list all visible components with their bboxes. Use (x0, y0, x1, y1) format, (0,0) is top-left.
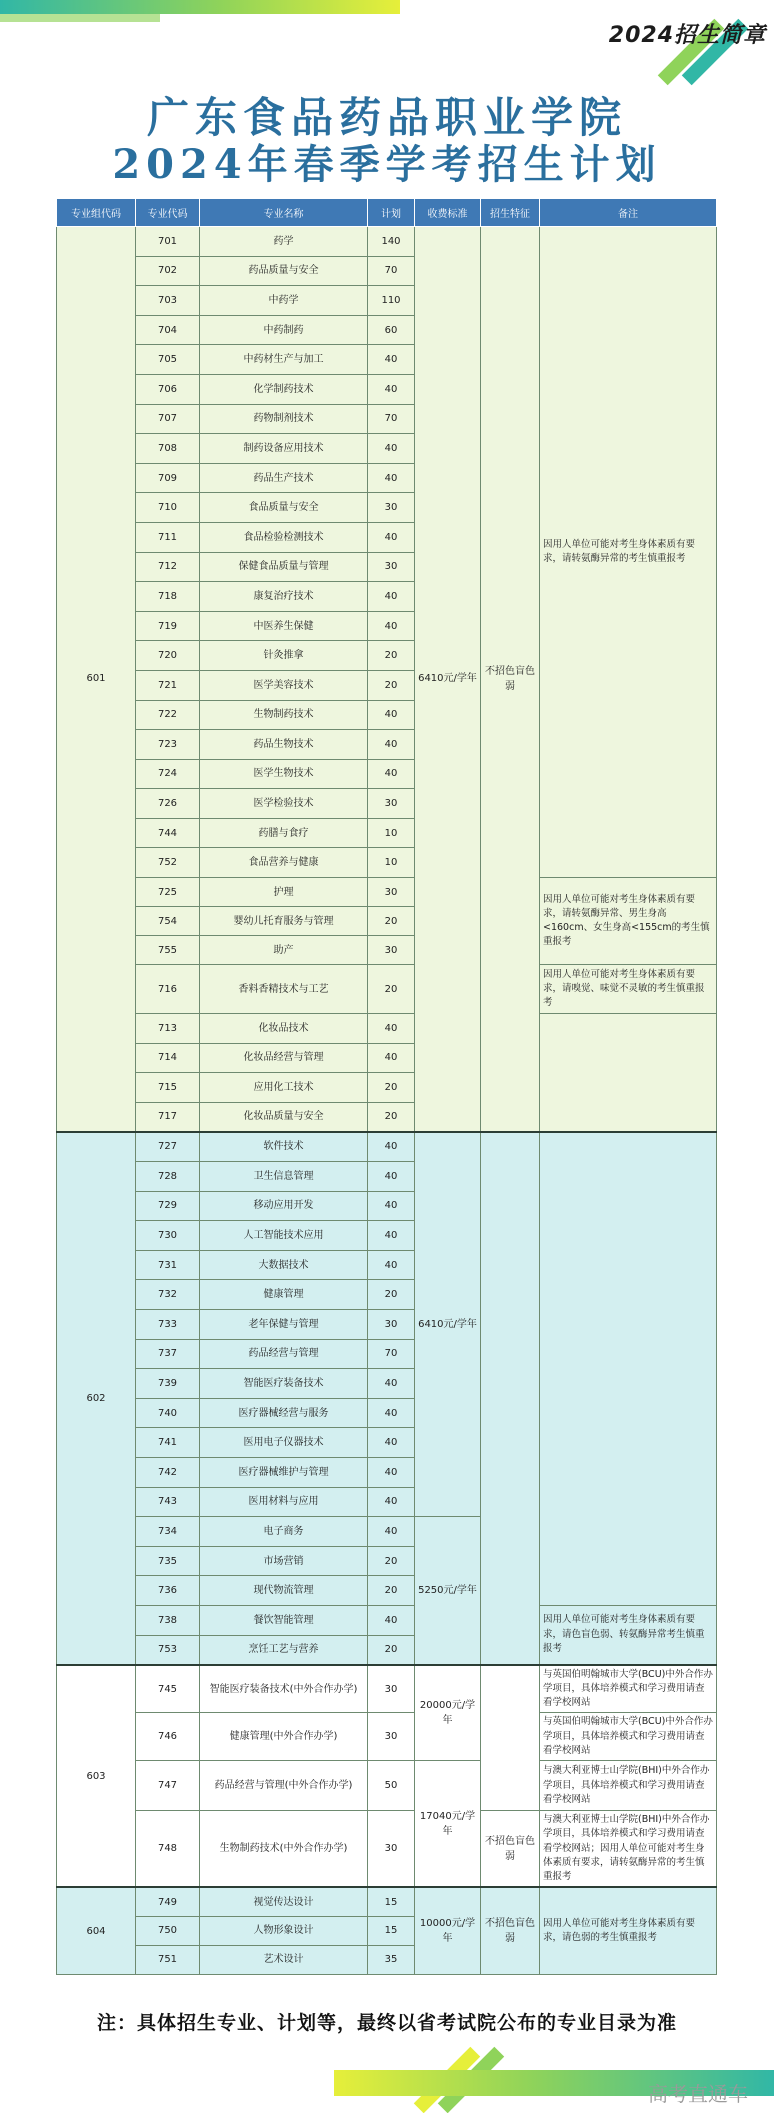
plan-count-cell: 40 (368, 730, 415, 760)
major-code-cell: 710 (136, 493, 200, 523)
watermark: 高考直通车 (648, 2082, 748, 2106)
footnote: 注：具体招生专业、计划等，最终以省考试院公布的专业目录为准 (96, 2012, 677, 2034)
major-code-cell: 734 (136, 1517, 200, 1547)
feature-cell: 不招色盲色弱 (481, 1887, 540, 1974)
plan-count-cell: 30 (368, 1665, 415, 1713)
major-code-cell: 729 (136, 1191, 200, 1221)
fee-cell: 17040元/学年 (415, 1761, 481, 1888)
major-name-cell: 现代物流管理 (200, 1576, 368, 1606)
major-name-cell: 食品营养与健康 (200, 848, 368, 878)
plan-count-cell: 40 (368, 345, 415, 375)
major-code-cell: 739 (136, 1369, 200, 1399)
plan-count-cell: 20 (368, 965, 415, 1014)
major-code-cell: 731 (136, 1250, 200, 1280)
major-name-cell: 医疗器械维护与管理 (200, 1457, 368, 1487)
major-name-cell: 艺术设计 (200, 1945, 368, 1974)
major-name-cell: 药品生物技术 (200, 730, 368, 760)
plan-count-cell: 30 (368, 1310, 415, 1340)
remarks-cell: 因用人单位可能对考生身体素质有要求，请转氨酶异常、男生身高<160cm、女生身高<155cm的考生慎重报考 (540, 878, 717, 965)
major-code-cell: 717 (136, 1102, 200, 1132)
plan-count-cell: 40 (368, 1043, 415, 1073)
plan-count-cell: 40 (368, 374, 415, 404)
major-code-cell: 736 (136, 1576, 200, 1606)
plan-count-cell: 20 (368, 1102, 415, 1132)
fee-cell: 5250元/学年 (415, 1517, 481, 1665)
remarks-cell: 因用人单位可能对考生身体素质有要求，请色弱的考生慎重报考 (540, 1887, 717, 1974)
fee-cell: 10000元/学年 (415, 1887, 481, 1974)
table-row (57, 1605, 717, 1635)
major-code-cell: 709 (136, 463, 200, 493)
major-name-cell: 中药材生产与加工 (200, 345, 368, 375)
major-name-cell: 药品质量与安全 (200, 256, 368, 286)
remarks-cell: 与英国伯明翰城市大学(BCU)中外合作办学项目，具体培养模式和学习费用请查看学校网站 (540, 1713, 717, 1761)
major-code-cell: 704 (136, 315, 200, 345)
major-code-cell: 702 (136, 256, 200, 286)
major-code-cell: 725 (136, 878, 200, 907)
major-name-cell: 药品经营与管理(中外合作办学) (200, 1761, 368, 1811)
major-code-cell: 749 (136, 1887, 200, 1916)
major-code-cell: 751 (136, 1945, 200, 1974)
major-name-cell: 中药学 (200, 286, 368, 316)
plan-count-cell: 10 (368, 848, 415, 878)
major-name-cell: 药物制剂技术 (200, 404, 368, 434)
major-name-cell: 制药设备应用技术 (200, 434, 368, 464)
plan-count-cell: 50 (368, 1761, 415, 1811)
major-code-cell: 750 (136, 1916, 200, 1945)
major-code-cell: 706 (136, 374, 200, 404)
plan-count-cell: 15 (368, 1887, 415, 1916)
plan-count-cell: 30 (368, 878, 415, 907)
brochure-badge: 2024招生简章 (608, 23, 766, 48)
col-header-major-code: 专业代码 (136, 199, 200, 227)
plan-count-cell: 15 (368, 1916, 415, 1945)
major-name-cell: 软件技术 (200, 1132, 368, 1162)
major-code-cell: 712 (136, 552, 200, 582)
fee-cell: 20000元/学年 (415, 1665, 481, 1761)
major-code-cell: 732 (136, 1280, 200, 1310)
feature-cell: 不招色盲色弱 (481, 227, 540, 1132)
major-name-cell: 医用电子仪器技术 (200, 1428, 368, 1458)
major-code-cell: 738 (136, 1605, 200, 1635)
plan-count-cell: 70 (368, 256, 415, 286)
major-name-cell: 智能医疗装备技术 (200, 1369, 368, 1399)
plan-count-cell: 40 (368, 1398, 415, 1428)
remarks-cell: 因用人单位可能对考生身体素质有要求，请色盲色弱、转氨酶异常考生慎重报考 (540, 1605, 717, 1664)
major-name-cell: 市场营销 (200, 1546, 368, 1576)
plan-count-cell: 40 (368, 1221, 415, 1251)
major-name-cell: 智能医疗装备技术(中外合作办学) (200, 1665, 368, 1713)
plan-count-cell: 40 (368, 759, 415, 789)
plan-count-cell: 70 (368, 404, 415, 434)
plan-count-cell: 30 (368, 789, 415, 819)
remarks-cell: 与英国伯明翰城市大学(BCU)中外合作办学项目，具体培养模式和学习费用请查看学校网站 (540, 1665, 717, 1713)
major-code-cell: 722 (136, 700, 200, 730)
plan-count-cell: 20 (368, 907, 415, 936)
major-code-cell: 708 (136, 434, 200, 464)
plan-count-cell: 40 (368, 1517, 415, 1547)
plan-count-cell: 40 (368, 1014, 415, 1044)
major-code-cell: 741 (136, 1428, 200, 1458)
col-header-fee: 收费标准 (415, 199, 481, 227)
plan-count-cell: 40 (368, 1132, 415, 1162)
table-row (57, 1665, 717, 1713)
major-name-cell: 医用材料与应用 (200, 1487, 368, 1517)
plan-count-cell: 30 (368, 1713, 415, 1761)
major-name-cell: 人工智能技术应用 (200, 1221, 368, 1251)
table-row (57, 227, 717, 257)
plan-count-cell: 30 (368, 552, 415, 582)
major-code-cell: 724 (136, 759, 200, 789)
major-code-cell: 728 (136, 1162, 200, 1192)
major-code-cell: 701 (136, 227, 200, 257)
plan-count-cell: 40 (368, 1250, 415, 1280)
major-code-cell: 742 (136, 1457, 200, 1487)
major-name-cell: 中药制药 (200, 315, 368, 345)
table-body (57, 227, 717, 1975)
major-code-cell: 752 (136, 848, 200, 878)
remarks-cell: 因用人单位可能对考生身体素质有要求，请转氨酶异常的考生慎重报考 (540, 227, 717, 878)
major-code-cell: 746 (136, 1713, 200, 1761)
group-code-cell: 604 (57, 1887, 136, 1974)
major-code-cell: 711 (136, 522, 200, 552)
plan-count-cell: 140 (368, 227, 415, 257)
plan-count-cell: 30 (368, 493, 415, 523)
feature-cell (481, 1132, 540, 1665)
major-code-cell: 726 (136, 789, 200, 819)
major-name-cell: 应用化工技术 (200, 1073, 368, 1103)
major-name-cell: 生物制药技术(中外合作办学) (200, 1811, 368, 1888)
major-code-cell: 754 (136, 907, 200, 936)
plan-count-cell: 30 (368, 1811, 415, 1888)
major-code-cell: 747 (136, 1761, 200, 1811)
major-name-cell: 食品检验检测技术 (200, 522, 368, 552)
major-code-cell: 716 (136, 965, 200, 1014)
major-code-cell: 737 (136, 1339, 200, 1369)
fee-cell: 6410元/学年 (415, 227, 481, 1132)
major-code-cell: 735 (136, 1546, 200, 1576)
group-code-cell: 603 (57, 1665, 136, 1888)
top-accent-bar (0, 0, 400, 14)
major-code-cell: 714 (136, 1043, 200, 1073)
major-code-cell: 705 (136, 345, 200, 375)
major-name-cell: 康复治疗技术 (200, 582, 368, 612)
table-row (57, 878, 717, 907)
plan-count-cell: 40 (368, 463, 415, 493)
col-header-group-code: 专业组代码 (57, 199, 136, 227)
table-row (57, 1132, 717, 1162)
major-name-cell: 餐饮智能管理 (200, 1605, 368, 1635)
plan-count-cell: 20 (368, 1576, 415, 1606)
major-code-cell: 755 (136, 936, 200, 965)
table-row (57, 965, 717, 1014)
plan-count-cell: 20 (368, 1635, 415, 1665)
col-header-feature: 招生特征 (481, 199, 540, 227)
remarks-cell (540, 1132, 717, 1606)
plan-count-cell: 20 (368, 1073, 415, 1103)
plan-count-cell: 60 (368, 315, 415, 345)
plan-count-cell: 40 (368, 522, 415, 552)
major-name-cell: 人物形象设计 (200, 1916, 368, 1945)
major-name-cell: 医学美容技术 (200, 670, 368, 700)
feature-cell (481, 1665, 540, 1811)
major-code-cell: 723 (136, 730, 200, 760)
major-name-cell: 香料香精技术与工艺 (200, 965, 368, 1014)
major-name-cell: 化妆品质量与安全 (200, 1102, 368, 1132)
fee-cell: 6410元/学年 (415, 1132, 481, 1517)
col-header-remarks: 备注 (540, 199, 717, 227)
group-code-cell: 601 (57, 227, 136, 1132)
major-name-cell: 药学 (200, 227, 368, 257)
remarks-cell: 与澳大利亚博士山学院(BHI)中外合作办学项目，具体培养模式和学习费用请查看学校网站；因用人单位可能对考生身体素质有要求，请转氨酶异常的考生慎重报考 (540, 1811, 717, 1888)
major-name-cell: 中医养生保健 (200, 611, 368, 641)
major-name-cell: 婴幼儿托育服务与管理 (200, 907, 368, 936)
plan-count-cell: 40 (368, 611, 415, 641)
major-name-cell: 护理 (200, 878, 368, 907)
plan-count-cell: 40 (368, 700, 415, 730)
plan-count-cell: 40 (368, 1457, 415, 1487)
major-code-cell: 748 (136, 1811, 200, 1888)
table-row (57, 1811, 717, 1888)
major-name-cell: 化妆品技术 (200, 1014, 368, 1044)
top-accent-bar-secondary (0, 14, 160, 22)
feature-cell: 不招色盲色弱 (481, 1811, 540, 1888)
major-name-cell: 视觉传达设计 (200, 1887, 368, 1916)
major-name-cell: 针灸推拿 (200, 641, 368, 671)
major-name-cell: 移动应用开发 (200, 1191, 368, 1221)
major-name-cell: 生物制药技术 (200, 700, 368, 730)
major-name-cell: 电子商务 (200, 1517, 368, 1547)
major-name-cell: 医学检验技术 (200, 789, 368, 819)
major-name-cell: 烹饪工艺与营养 (200, 1635, 368, 1665)
table-row (57, 1713, 717, 1761)
group-code-cell: 602 (57, 1132, 136, 1665)
major-name-cell: 化妆品经营与管理 (200, 1043, 368, 1073)
table-row (57, 1887, 717, 1916)
plan-count-cell: 70 (368, 1339, 415, 1369)
major-code-cell: 721 (136, 670, 200, 700)
remarks-cell (540, 1014, 717, 1132)
major-name-cell: 化学制药技术 (200, 374, 368, 404)
major-code-cell: 713 (136, 1014, 200, 1044)
major-code-cell: 744 (136, 818, 200, 848)
major-name-cell: 食品质量与安全 (200, 493, 368, 523)
major-code-cell: 730 (136, 1221, 200, 1251)
major-code-cell: 715 (136, 1073, 200, 1103)
major-name-cell: 助产 (200, 936, 368, 965)
major-code-cell: 743 (136, 1487, 200, 1517)
major-name-cell: 保健食品质量与管理 (200, 552, 368, 582)
major-code-cell: 719 (136, 611, 200, 641)
plan-count-cell: 40 (368, 582, 415, 612)
major-name-cell: 老年保健与管理 (200, 1310, 368, 1340)
plan-count-cell: 40 (368, 1162, 415, 1192)
plan-count-cell: 20 (368, 641, 415, 671)
major-name-cell: 医学生物技术 (200, 759, 368, 789)
plan-count-cell: 40 (368, 434, 415, 464)
table-header-row (57, 199, 717, 227)
major-code-cell: 740 (136, 1398, 200, 1428)
plan-count-cell: 20 (368, 670, 415, 700)
major-code-cell: 753 (136, 1635, 200, 1665)
major-code-cell: 718 (136, 582, 200, 612)
plan-count-cell: 20 (368, 1546, 415, 1576)
major-name-cell: 健康管理(中外合作办学) (200, 1713, 368, 1761)
plan-count-cell: 40 (368, 1428, 415, 1458)
table-row (57, 1014, 717, 1044)
page-subtitle: 2024年春季学考招生计划 (112, 141, 662, 188)
remarks-cell: 因用人单位可能对考生身体素质有要求，请嗅觉、味觉不灵敏的考生慎重报考 (540, 965, 717, 1014)
plan-count-cell: 40 (368, 1487, 415, 1517)
major-name-cell: 卫生信息管理 (200, 1162, 368, 1192)
plan-count-cell: 35 (368, 1945, 415, 1974)
major-code-cell: 703 (136, 286, 200, 316)
major-name-cell: 药品生产技术 (200, 463, 368, 493)
major-code-cell: 720 (136, 641, 200, 671)
major-code-cell: 707 (136, 404, 200, 434)
enrollment-plan-table (56, 198, 717, 1975)
major-code-cell: 733 (136, 1310, 200, 1340)
remarks-cell: 与澳大利亚博士山学院(BHI)中外合作办学项目，具体培养模式和学习费用请查看学校网站 (540, 1761, 717, 1811)
major-name-cell: 药品经营与管理 (200, 1339, 368, 1369)
major-name-cell: 医疗器械经营与服务 (200, 1398, 368, 1428)
plan-count-cell: 10 (368, 818, 415, 848)
major-code-cell: 745 (136, 1665, 200, 1713)
major-code-cell: 727 (136, 1132, 200, 1162)
plan-count-cell: 30 (368, 936, 415, 965)
plan-count-cell: 20 (368, 1280, 415, 1310)
col-header-plan: 计划 (368, 199, 415, 227)
col-header-major-name: 专业名称 (200, 199, 368, 227)
plan-count-cell: 40 (368, 1605, 415, 1635)
plan-count-cell: 40 (368, 1191, 415, 1221)
major-name-cell: 药膳与食疗 (200, 818, 368, 848)
plan-count-cell: 40 (368, 1369, 415, 1399)
table-row (57, 1761, 717, 1811)
major-name-cell: 健康管理 (200, 1280, 368, 1310)
major-name-cell: 大数据技术 (200, 1250, 368, 1280)
plan-count-cell: 110 (368, 286, 415, 316)
page-title: 广东食品药品职业学院 (146, 93, 627, 142)
